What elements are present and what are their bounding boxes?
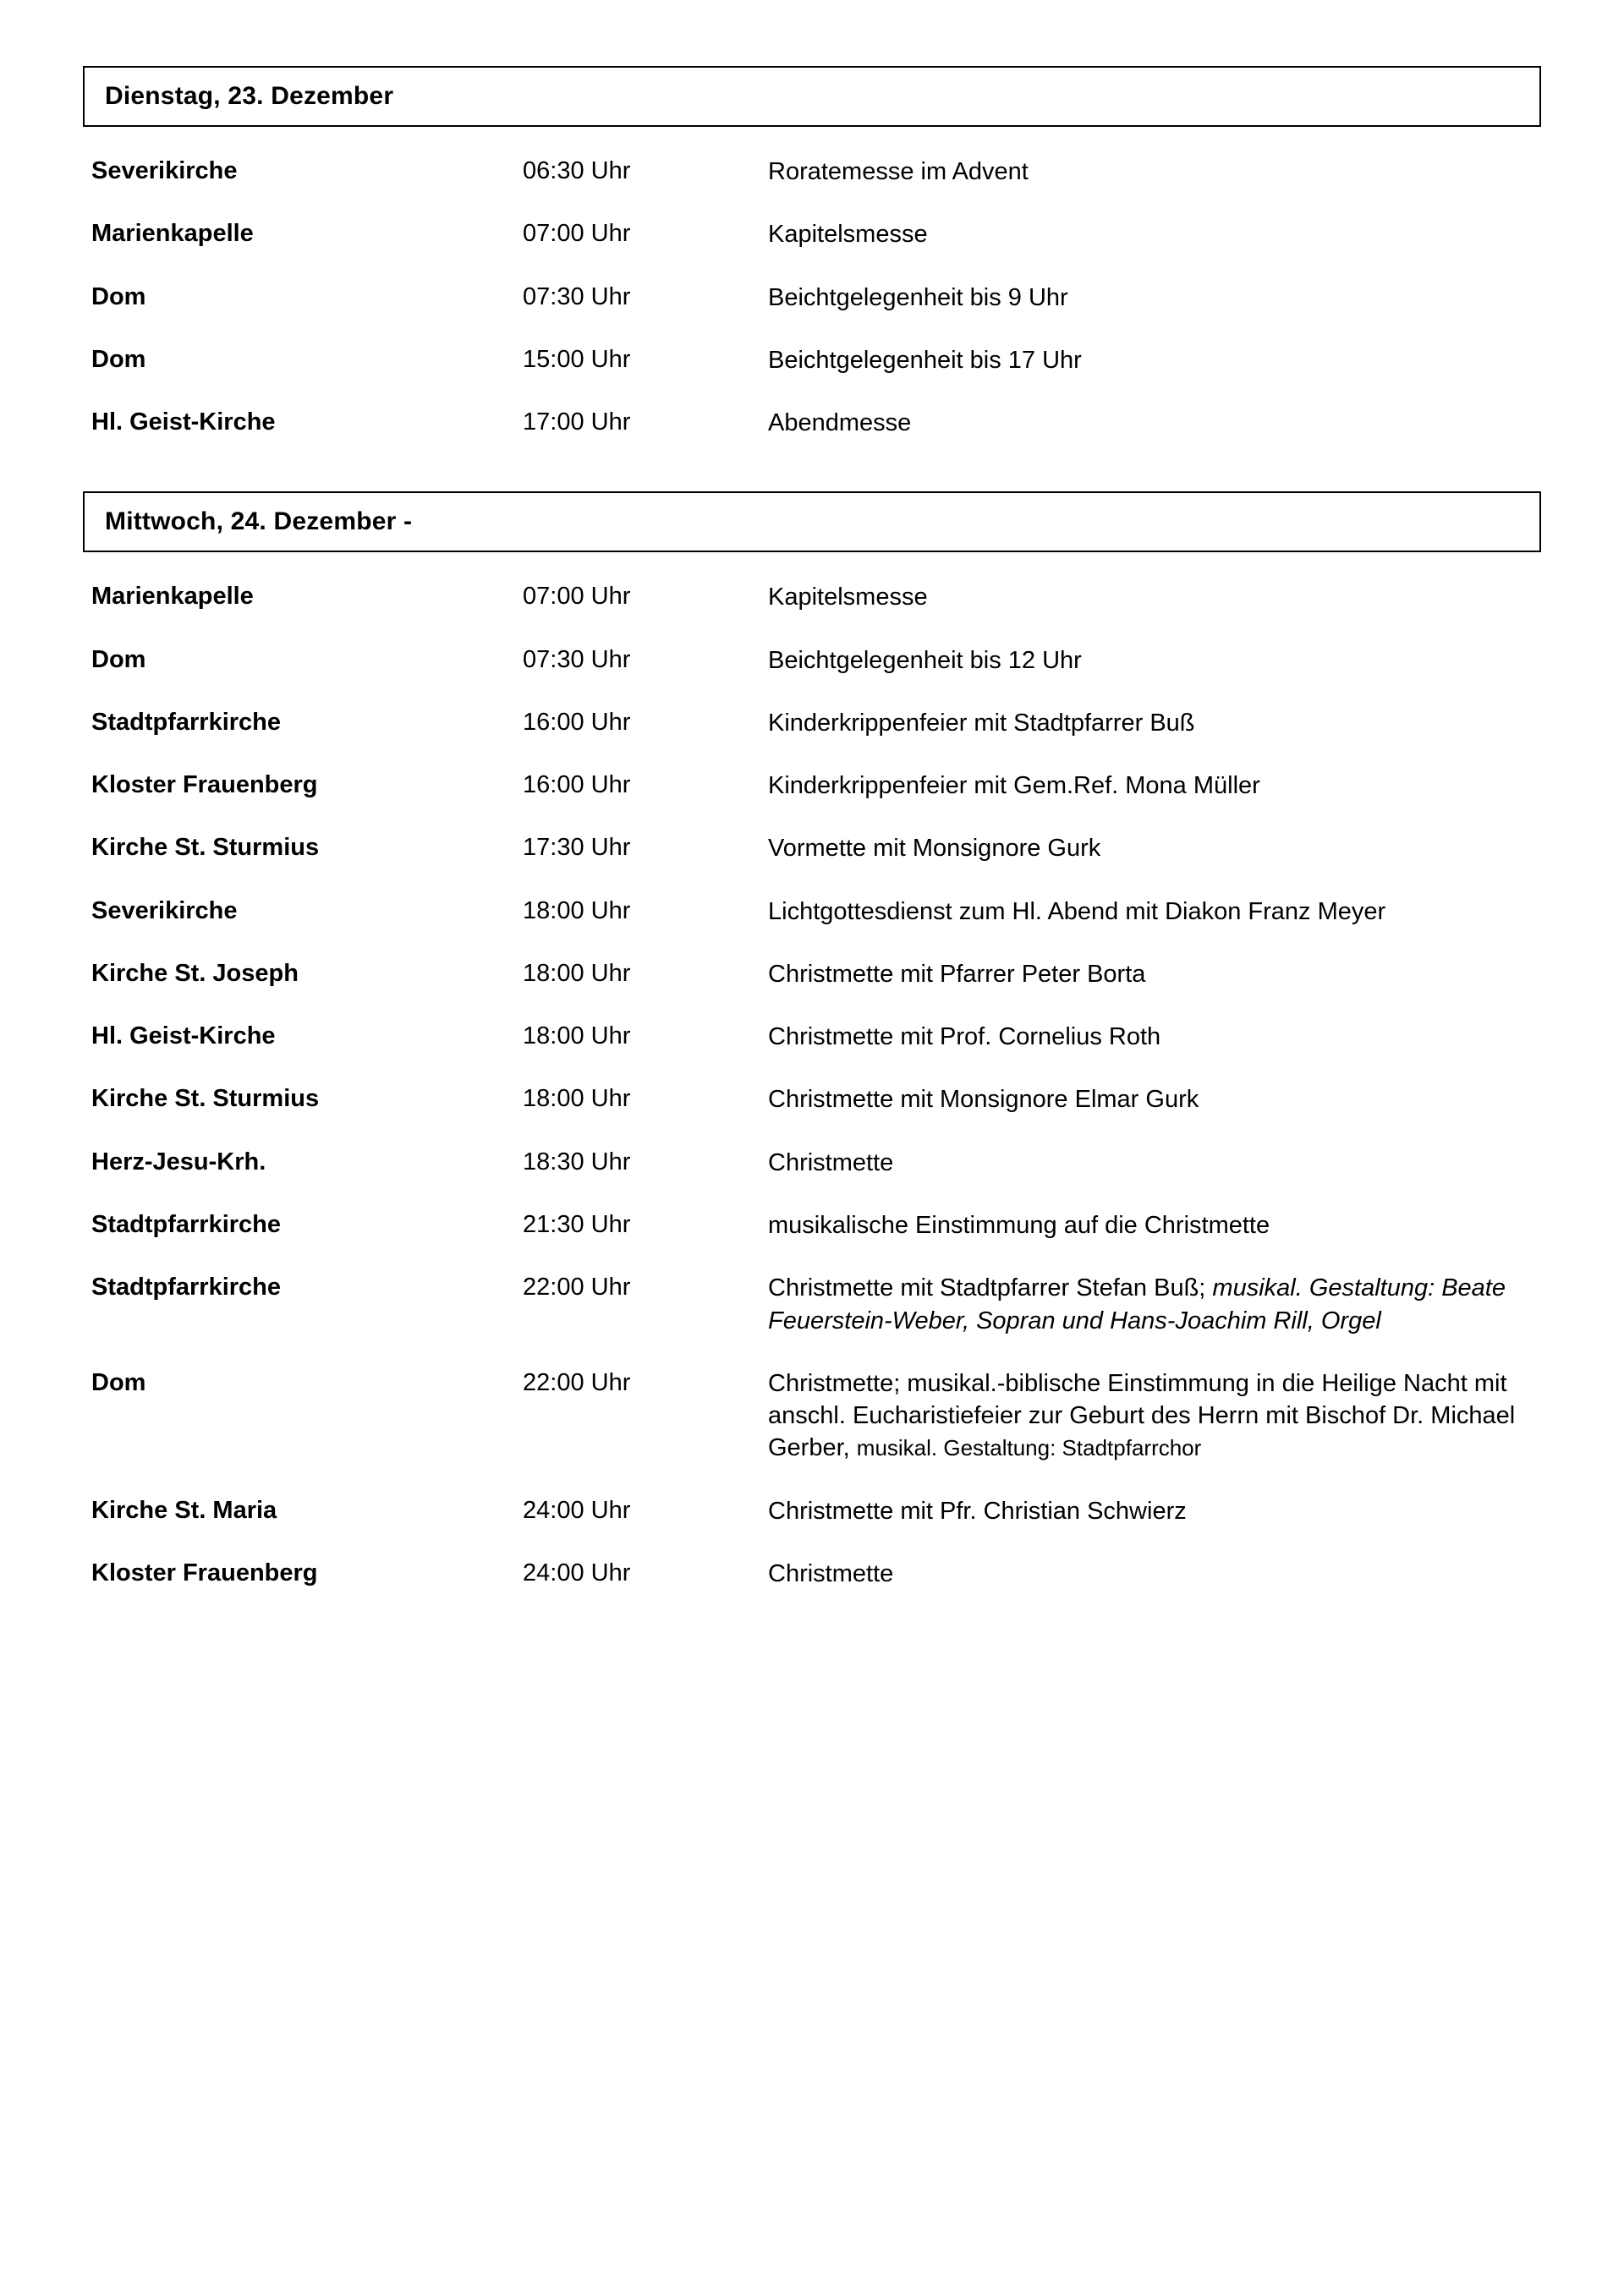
schedule-entry-row <box>83 1083 1541 1115</box>
entry-time: 06:30 Uhr <box>523 157 631 184</box>
entry-description-main: Christmette mit Monsignore Elmar Gurk <box>768 1086 1199 1114</box>
entry-description-main: Kapitelsmesse <box>768 221 928 249</box>
entry-location: Kloster Frauenberg <box>91 771 318 799</box>
entry-description-note: musikal. Gestaltung: Stadtpfarrchor <box>856 1435 1202 1461</box>
schedule-entry-row <box>83 1021 1541 1053</box>
schedule-section <box>83 66 1541 439</box>
entry-description-main: Vormette mit Monsignore Gurk <box>768 835 1101 863</box>
entry-description-main: Beichtgelegenheit bis 9 Uhr <box>768 283 1068 311</box>
entry-time: 18:00 Uhr <box>523 896 631 924</box>
section-header-title: Dienstag, 23. Dezember <box>105 82 394 110</box>
schedule-entry-list <box>83 581 1541 1590</box>
schedule-entry-row <box>83 770 1541 802</box>
schedule-entry-row <box>83 407 1541 439</box>
schedule-entry-list <box>83 156 1541 439</box>
schedule-entry-row <box>83 1272 1541 1337</box>
entry-description <box>768 707 1541 739</box>
entry-description-main: Beichtgelegenheit bis 17 Uhr <box>768 346 1082 374</box>
schedule-entry-row <box>83 832 1541 864</box>
entry-location: Dom <box>91 345 146 373</box>
entry-description <box>768 218 1541 250</box>
entry-time: 18:00 Uhr <box>523 959 631 987</box>
schedule-entry-row <box>83 1495 1541 1527</box>
entry-description-main: Kinderkrippenfeier mit Stadtpfarrer Buß <box>768 709 1195 737</box>
entry-time: 07:00 Uhr <box>523 220 631 248</box>
schedule-entry-row <box>83 896 1541 928</box>
entry-time: 16:00 Uhr <box>523 708 631 736</box>
entry-description-main: Christmette mit Pfr. Christian Schwierz <box>768 1497 1187 1525</box>
entry-description-main: Abendmesse <box>768 409 912 437</box>
entry-location: Dom <box>91 1368 146 1396</box>
entry-time: 07:30 Uhr <box>523 645 631 673</box>
entry-description <box>768 1021 1541 1053</box>
entry-description-main: Christmette mit Prof. Cornelius Roth <box>768 1023 1161 1051</box>
entry-description-main: musikalische Einstimmung auf die Christmette <box>768 1211 1270 1239</box>
schedule-entry-row <box>83 1147 1541 1179</box>
entry-description <box>768 282 1541 314</box>
entry-location: Severikirche <box>91 896 238 924</box>
entry-location: Kirche St. Sturmius <box>91 1085 320 1113</box>
entry-description-main: Kinderkrippenfeier mit Gem.Ref. Mona Müller <box>768 772 1260 800</box>
schedule-entry-row <box>83 344 1541 376</box>
entry-time: 22:00 Uhr <box>523 1274 631 1301</box>
schedule-entry-row <box>83 156 1541 188</box>
entry-location: Dom <box>91 282 146 310</box>
entry-time: 22:00 Uhr <box>523 1368 631 1396</box>
entry-time: 07:30 Uhr <box>523 282 631 310</box>
entry-location: Marienkapelle <box>91 220 254 248</box>
entry-description <box>768 832 1541 864</box>
entry-description <box>768 644 1541 677</box>
entry-description <box>768 581 1541 613</box>
schedule-entry-row <box>83 581 1541 613</box>
schedule-entry-row <box>83 707 1541 739</box>
entry-location: Kloster Frauenberg <box>91 1559 318 1586</box>
entry-description-main: Christmette <box>768 1148 894 1176</box>
schedule-entry-row <box>83 1209 1541 1241</box>
entry-location: Herz-Jesu-Krh. <box>91 1148 266 1175</box>
entry-location: Stadtpfarrkirche <box>91 708 282 736</box>
entry-description-main: Christmette mit Stadtpfarrer Stefan Buß; <box>768 1274 1213 1302</box>
entry-time: 24:00 Uhr <box>523 1496 631 1524</box>
entry-location: Marienkapelle <box>91 583 254 611</box>
entry-time: 17:00 Uhr <box>523 408 631 436</box>
entry-description <box>768 156 1541 188</box>
schedule-section <box>83 491 1541 1590</box>
entry-location: Stadtpfarrkirche <box>91 1274 282 1301</box>
entry-description <box>768 1558 1541 1590</box>
entry-time: 15:00 Uhr <box>523 345 631 373</box>
entry-time: 21:30 Uhr <box>523 1210 631 1238</box>
entry-description-main: Lichtgottesdienst zum Hl. Abend mit Diakon Franz Meyer <box>768 897 1386 925</box>
schedule-entry-row <box>83 958 1541 990</box>
entry-description-main: Beichtgelegenheit bis 12 Uhr <box>768 646 1082 674</box>
entry-description <box>768 896 1541 928</box>
entry-description <box>768 1272 1541 1337</box>
entry-time: 17:30 Uhr <box>523 834 631 862</box>
entry-location: Kirche St. Maria <box>91 1496 277 1524</box>
schedule-entry-row <box>83 1558 1541 1590</box>
section-header-dienstag-23-dezember <box>83 66 1541 127</box>
section-header-mittwoch-24-dezember <box>83 491 1541 552</box>
entry-description <box>768 407 1541 439</box>
entry-description <box>768 1083 1541 1115</box>
entry-description-italic: musikal. Gestaltung: Beate Feuerstein-Weber, Sopran und Hans-Joachim Rill, Orgel <box>768 1274 1506 1334</box>
entry-time: 24:00 Uhr <box>523 1559 631 1586</box>
entry-location: Kirche St. Sturmius <box>91 834 320 862</box>
entry-description-main: Kapitelsmesse <box>768 584 928 611</box>
entry-time: 18:00 Uhr <box>523 1085 631 1113</box>
entry-description-main: Christmette <box>768 1559 894 1587</box>
entry-time: 18:00 Uhr <box>523 1022 631 1050</box>
schedule-entry-row <box>83 644 1541 677</box>
entry-description-main: Christmette; musikal.-biblische Einstimmung in die Heilige Nacht mit anschl. Eucharistiefeier zur Geburt des Herrn mit Bischof Dr. Michael Gerber, <box>768 1369 1516 1462</box>
entry-description <box>768 1209 1541 1241</box>
schedule-entry-row <box>83 1367 1541 1465</box>
entry-description-main: Christmette mit Pfarrer Peter Borta <box>768 960 1146 988</box>
section-header-title: Mittwoch, 24. Dezember - <box>105 507 413 536</box>
entry-location: Severikirche <box>91 157 238 184</box>
schedule-entry-row <box>83 282 1541 314</box>
entry-location: Hl. Geist-Kirche <box>91 408 276 436</box>
entry-description <box>768 1147 1541 1179</box>
entry-description <box>768 770 1541 802</box>
entry-description <box>768 1495 1541 1527</box>
entry-time: 07:00 Uhr <box>523 583 631 611</box>
entry-location: Kirche St. Joseph <box>91 959 299 987</box>
entry-time: 16:00 Uhr <box>523 771 631 799</box>
entry-time: 18:30 Uhr <box>523 1148 631 1175</box>
entry-description <box>768 344 1541 376</box>
schedule-sections <box>83 66 1541 1590</box>
entry-description <box>768 958 1541 990</box>
entry-location: Dom <box>91 645 146 673</box>
entry-location: Hl. Geist-Kirche <box>91 1022 276 1050</box>
entry-description <box>768 1367 1541 1465</box>
schedule-entry-row <box>83 218 1541 250</box>
entry-location: Stadtpfarrkirche <box>91 1210 282 1238</box>
entry-description-main: Roratemesse im Advent <box>768 158 1029 185</box>
